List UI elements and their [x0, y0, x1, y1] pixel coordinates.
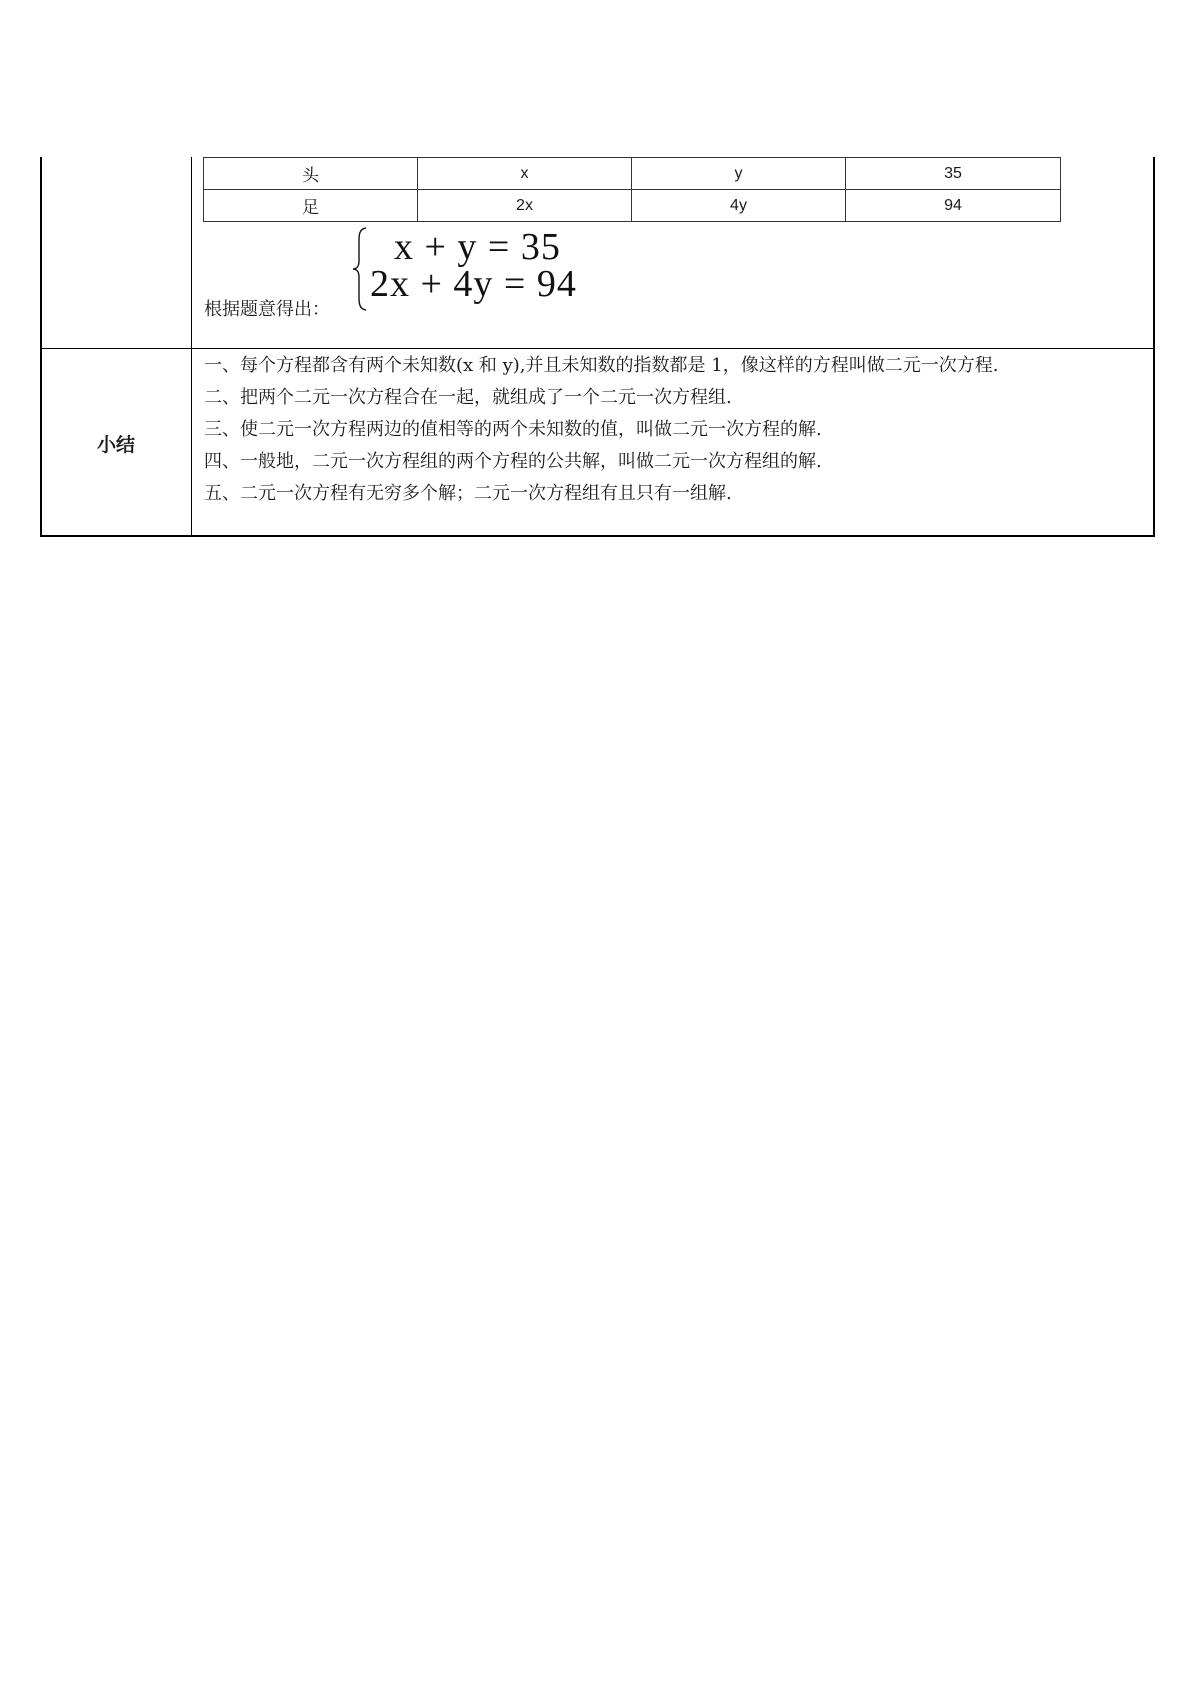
table-cell: 94: [846, 190, 1061, 222]
summary-item: 二、把两个二元一次方程合在一起，就组成了一个二元一次方程组.: [204, 387, 732, 408]
equation-2: 2x + 4y = 94: [370, 263, 577, 305]
table-cell: 4y: [632, 190, 846, 222]
table-cell: 足: [204, 190, 418, 222]
left-brace-icon: [352, 227, 368, 311]
table-row: [204, 190, 1061, 222]
row-divider: [40, 348, 1155, 349]
summary-item: 三、使二元一次方程两边的值相等的两个未知数的值，叫做二元一次方程的解.: [204, 419, 822, 440]
table-cell: 35: [846, 158, 1061, 190]
table-row: [204, 158, 1061, 190]
equation-1: x + y = 35: [394, 226, 561, 268]
table-cell: y: [632, 158, 846, 190]
summary-list: [204, 353, 1154, 513]
heads-feet-table: [203, 157, 1061, 222]
table-cell: x: [418, 158, 632, 190]
summary-item: 四、一般地，二元一次方程组的两个方程的公共解，叫做二元一次方程组的解.: [204, 451, 822, 472]
summary-item: 一、每个方程都含有两个未知数(x 和 y),并且未知数的指数都是 1，像这样的方程叫做二元一次方程.: [204, 355, 999, 376]
table-cell: 头: [204, 158, 418, 190]
table-cell: 2x: [418, 190, 632, 222]
outer-bottom-border: [40, 535, 1155, 537]
summary-item: 五、二元一次方程有无穷多个解；二元一次方程组有且只有一组解.: [204, 483, 732, 504]
intro-label: 根据题意得出：: [204, 299, 330, 320]
summary-label: 小结: [96, 434, 135, 456]
